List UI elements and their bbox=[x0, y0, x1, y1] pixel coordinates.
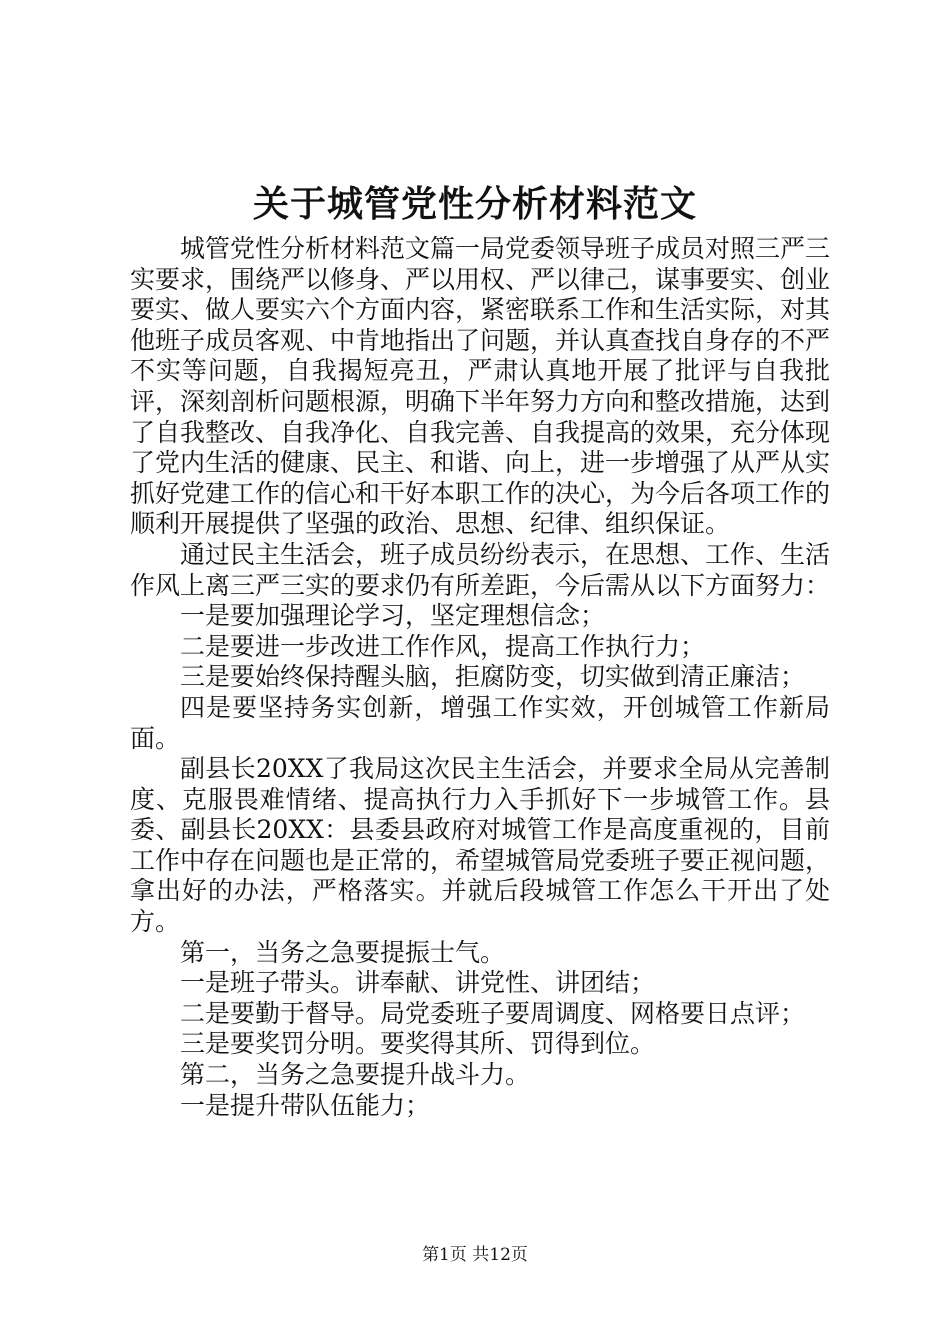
section-heading: 第一，当务之急要提振士气。 bbox=[180, 937, 506, 967]
paragraph: 副县长20XX了我局这次民主生活会，并要求全局从完善制度、克服畏难情绪、提高执行力入手抓好下一步城管工作。县委、副县长20XX：县委县政府对城管工作是高度重视的，目前工作中存在问题也是正常的，希望城管局党委班子要正视问题，拿出好的办法，严格落实。并就后段城管工作怎么干开出了处方。 bbox=[130, 754, 831, 937]
page-number: 第1页 共12页 bbox=[422, 1245, 528, 1265]
list-item: 二是要勤于督导。局党委班子要周调度、网格要日点评； bbox=[180, 998, 806, 1028]
list-item: 一是班子带头。讲奉献、讲党性、讲团结； bbox=[180, 968, 656, 998]
list-item: 四是要坚持务实创新，增强工作实效，开创城管工作新局面。 bbox=[130, 692, 830, 753]
document-body bbox=[130, 234, 830, 1121]
paragraph: 通过民主生活会，班子成员纷纷表示，在思想、工作、生活作风上离三严三实的要求仍有所差距，今后需从以下方面努力： bbox=[130, 539, 831, 600]
list-item: 二是要进一步改进工作作风，提高工作执行力； bbox=[180, 631, 706, 661]
list-item: 一是要加强理论学习，坚定理想信念； bbox=[180, 601, 606, 631]
list-item: 三是要始终保持醒头脑，拒腐防变，切实做到清正廉洁； bbox=[180, 662, 806, 692]
document-title: 关于城管党性分析材料范文 bbox=[252, 183, 697, 225]
paragraph: 城管党性分析材料范文篇一局党委领导班子成员对照三严三实要求，围绕严以修身、严以用权、严以律己，谋事要实、创业要实、做人要实六个方面内容，紧密联系工作和生活实际，对其他班子成员客观、中肯地指出了问题，并认真查找自身存的不严不实等问题，自我揭短亮丑，严肃认真地开展了批评与自我批评，深刻剖析问题根源，明确下半年努力方向和整改措施，达到了自我整改、自我净化、自我完善、自我提高的效果，充分体现了党内生活的健康、民主、和谐、向上，进一步增强了从严从实抓好党建工作的信心和干好本职工作的决心，为今后各项工作的顺利开展提供了坚强的政治、思想、纪律、组织保证。 bbox=[130, 234, 831, 539]
list-item: 一是提升带队伍能力； bbox=[180, 1090, 431, 1120]
list-item: 三是要奖罚分明。要奖得其所、罚得到位。 bbox=[180, 1029, 656, 1059]
section-heading: 第二，当务之急要提升战斗力。 bbox=[180, 1060, 531, 1090]
